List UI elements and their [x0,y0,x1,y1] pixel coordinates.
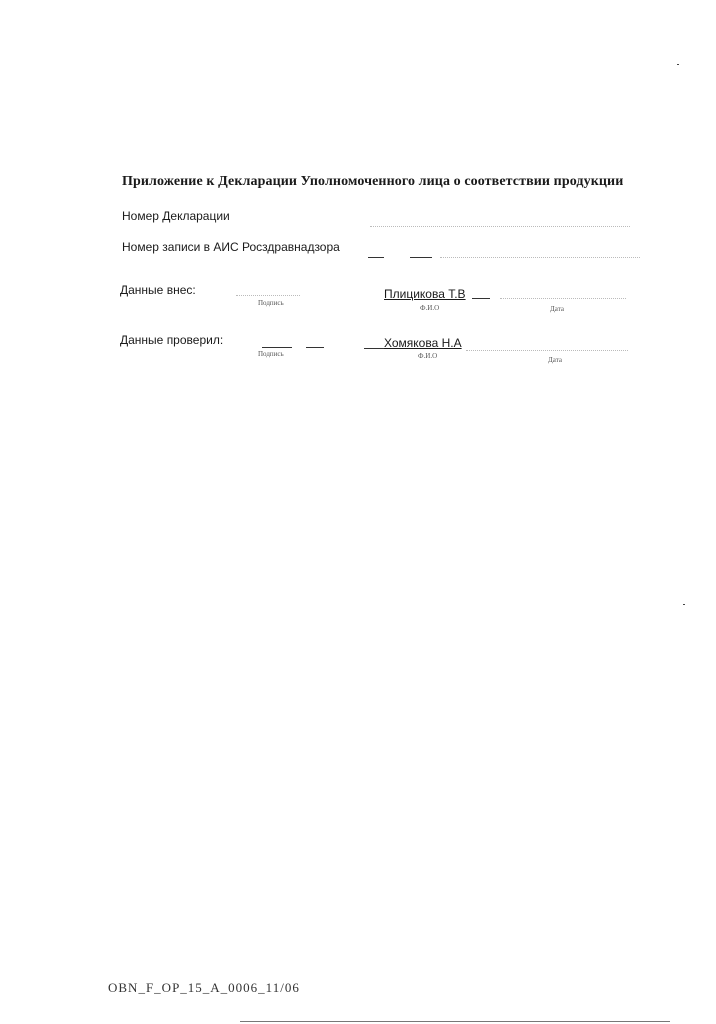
scan-speck [677,64,679,65]
ais-record-line [410,257,432,258]
checked-name-caption: Ф.И.О [418,352,438,360]
entered-date-line [500,298,626,299]
scan-speck [683,604,685,605]
entered-name-line [472,298,490,299]
checked-signature-line [262,347,292,348]
scan-bottom-edge [240,1021,670,1022]
checked-name-line [364,348,384,349]
ais-record-line [440,257,640,258]
entered-by-name: Плицикова Т.В [384,287,466,301]
checked-signature-line [306,347,324,348]
ais-record-number-label: Номер записи в АИС Росздравнадзора [122,240,340,254]
entered-signature-caption: Подпись [258,299,284,307]
document-title: Приложение к Декларации Уполномоченного лица о соответствии продукции [122,174,624,189]
form-code: OBN_F_OP_15_A_0006_11/06 [108,980,300,995]
entered-by-label: Данные внес: [120,283,196,297]
ais-record-line [368,257,384,258]
checked-date-caption: Дата [548,356,562,364]
entered-date-caption: Дата [550,305,564,313]
checked-signature-caption: Подпись [258,350,284,358]
checked-by-label: Данные проверил: [120,333,224,347]
checked-by-name: Хомякова Н.А [384,336,462,350]
checked-date-line [466,350,628,351]
entered-signature-line [236,295,300,296]
declaration-number-line [370,226,630,227]
entered-name-caption: Ф.И.О [420,304,440,312]
declaration-number-label: Номер Декларации [122,209,230,223]
